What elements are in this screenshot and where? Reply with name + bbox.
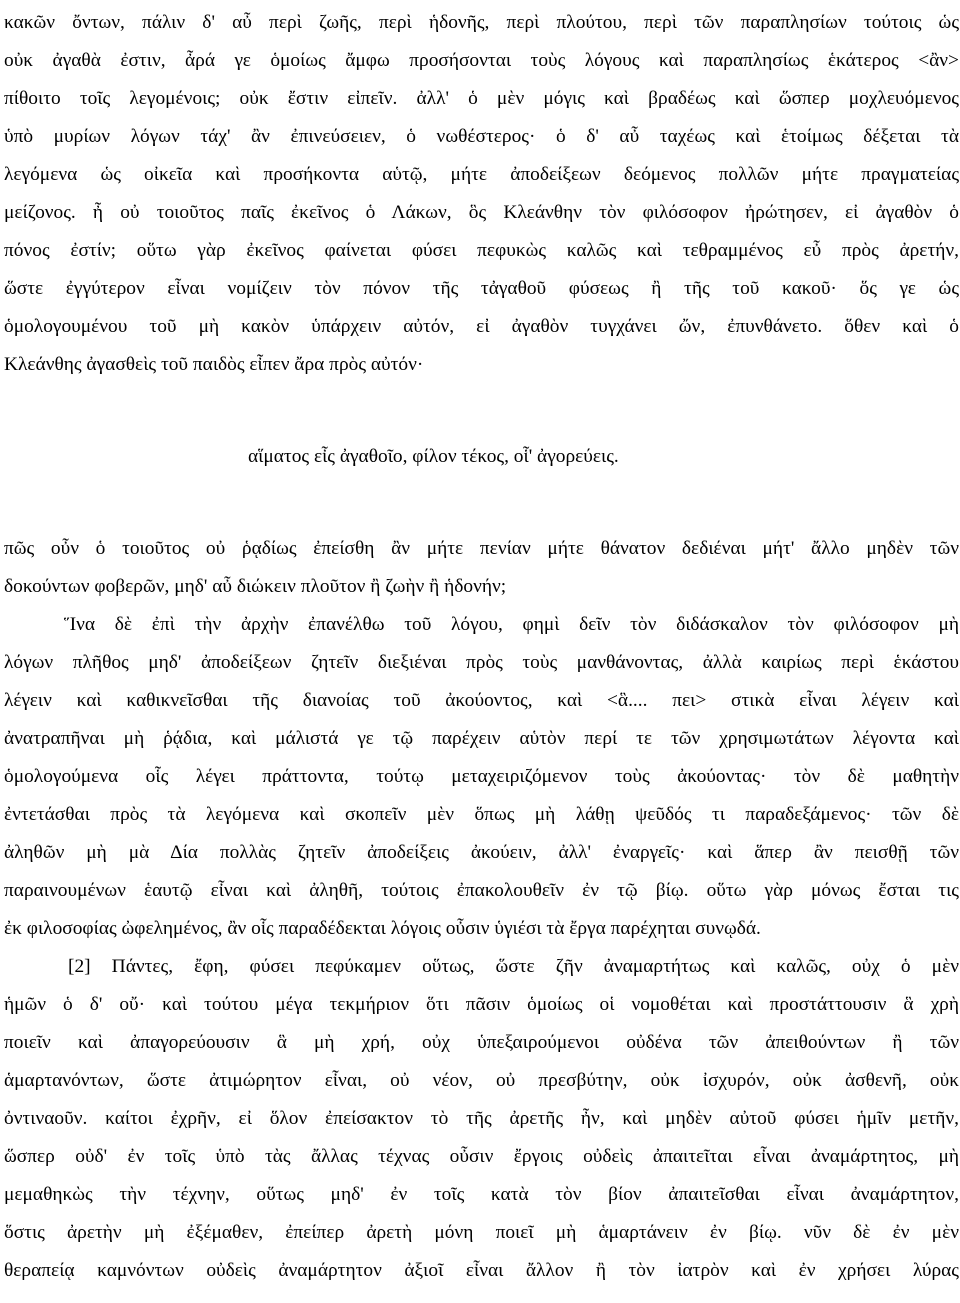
text-line-25: ἁμαρτανόντων, ὥστε ἀτιμώρητον εἶναι, οὐ νέον, οὐ πρεσβύτην, οὐκ ἰσχυρόν, οὐκ ἀσθενῆ, οὐκ bbox=[4, 1070, 959, 1091]
text-line-19: ἀληθῶν μὴ μὰ Δία πολλὰς ζητεῖν ἀποδείξεις ἀκούειν, ἀλλ' ἐναργεῖς· καὶ ἅπερ ἂν πεισθῇ τῶν bbox=[4, 842, 959, 863]
text-line-4: ὑπὸ μυρίων λόγων τάχ' ἂν ἐπινεύσειεν, ὁ νωθέστερος· ὁ δ' αὖ ταχέως καὶ ἑτοίμως δέξεται τὰ bbox=[4, 126, 959, 147]
text-line-21: ἐκ φιλοσοφίας ὠφελημένος, ἂν οἷς παραδέδεκται λόγοις οὖσιν ὑγιέσι τὰ ἔργα παρέχηται συνῳδά. bbox=[4, 918, 761, 939]
text-line-10: Κλεάνθης ἀγασθεὶς τοῦ παιδὸς εἶπεν ἄρα πρὸς αὐτόν· bbox=[4, 354, 424, 375]
text-line-30: θεραπείᾳ καμνόντων οὐδεὶς ἀναμάρτητον ἀξιοῖ εἶναι ἄλλον ἢ τὸν ἰατρὸν καὶ ἐν χρήσει λύρας bbox=[4, 1260, 959, 1281]
text-line-7: πόνος ἐστίν; οὕτω γὰρ ἐκεῖνος φαίνεται φύσει πεφυκὼς καλῶς καὶ τεθραμμένος εὖ πρὸς ἀρετήν, bbox=[4, 240, 959, 261]
text-line-16: ἀνατραπῆναι μὴ ῥᾴδια, καὶ μάλιστά γε τῷ παρέχειν αὑτὸν περί τε τῶν χρησιμωτάτων λέγοντα καὶ bbox=[4, 728, 959, 749]
text-line-5: λεγόμενα ὡς οἰκεῖα καὶ προσήκοντα αὑτῷ, μήτε ἀποδείξεων δεόμενος πολλῶν μήτε πραγματείας bbox=[4, 164, 959, 185]
text-line-2: οὐκ ἀγαθὰ ἐστιν, ἆρά γε ὁμοίως ἄμφω προσήσονται τοὺς λόγους καὶ παραπλησίως ἑκάτερος <ἂν> bbox=[4, 50, 959, 71]
text-line-3: πίθοιτο τοῖς λεγομένοις; οὐκ ἔστιν εἰπεῖν. ἀλλ' ὁ μὲν μόγις καὶ βραδέως καὶ ὥσπερ μοχλευόμενος bbox=[4, 88, 959, 109]
text-line-22: [2] Πάντες, ἔφη, φύσει πεφύκαμεν οὕτως, ὥστε ζῆν ἀναμαρτήτως καὶ καλῶς, οὐχ ὁ μὲν bbox=[68, 956, 959, 977]
text-line-28: μεμαθηκὼς τὴν τέχνην, οὕτως μηδ' ἐν τοῖς κατὰ τὸν βίον ἀπαιτεῖσθαι εἶναι ἀναμάρτητον, bbox=[4, 1184, 959, 1205]
text-line-17: ὁμολογούμενα οἷς λέγει πράττοντα, τούτῳ μεταχειριζόμενον τοὺς ἀκούοντας· τὸν δὲ μαθητὴν bbox=[4, 766, 959, 787]
text-line-6: μείζονος. ἦ οὐ τοιοῦτος παῖς ἐκεῖνος ὁ Λάκων, ὃς Κλεάνθην τὸν φιλόσοφον ἠρώτησεν, εἰ ἀγαθὸν ὁ bbox=[4, 202, 959, 223]
text-line-12: δοκούντων φοβερῶν, μηδ' αὖ διώκειν πλοῦτον ἢ ζωὴν ἢ ἡδονήν; bbox=[4, 576, 507, 597]
text-line-24: ποιεῖν καὶ ἀπαγορεύουσιν ἃ μὴ χρή, οὐχ ὑπεξαιρούμενοι οὐδένα τῶν ἀπειθούντων ἢ τῶν bbox=[4, 1032, 959, 1053]
text-line-13: Ἵνα δὲ ἐπὶ τὴν ἀρχὴν ἐπανέλθω τοῦ λόγου, φημὶ δεῖν τὸν διδάσκαλον τὸν φιλόσοφον μὴ bbox=[64, 614, 959, 635]
text-line-14: λόγων πλῆθος μηδ' ἀποδείξεων ζητεῖν διεξιέναι πρὸς τοὺς μανθάνοντας, ἀλλὰ καιρίως περὶ ἑκάστου bbox=[4, 652, 959, 673]
text-line-8: ὥστε ἐγγύτερον εἶναι νομίζειν τὸν πόνον τῆς τἀγαθοῦ φύσεως ἢ τῆς τοῦ κακοῦ· ὅς γε ὡς bbox=[4, 278, 959, 299]
text-line-15: λέγειν καὶ καθικνεῖσθαι τῆς διανοίας τοῦ ἀκούοντος, καὶ <ἃ.... πει> στικὰ εἶναι λέγειν καὶ bbox=[4, 690, 959, 711]
text-line-26: ὀντιναοῦν. καίτοι ἐχρῆν, εἰ ὅλον ἐπείσακτον τὸ τῆς ἀρετῆς ἦν, καὶ μηδὲν αὐτοῦ φύσει ἡμῖν μετῆν, bbox=[4, 1108, 959, 1129]
text-line-23: ἡμῶν ὁ δ' οὔ· καὶ τούτου μέγα τεκμήριον ὅτι πᾶσιν ὁμοίως οἱ νομοθέται καὶ προστάττουσιν ἃ χρὴ bbox=[4, 994, 959, 1015]
text-line-9: ὁμολογουμένου τοῦ μὴ κακὸν ὑπάρχειν αὐτόν, εἰ ἀγαθὸν τυγχάνει ὤν, ἐπυνθάνετο. ὅθεν καὶ ὁ bbox=[4, 316, 959, 337]
text-line-18: ἐντετάσθαι πρὸς τὰ λεγόμενα καὶ σκοπεῖν μὲν ὅπως μὴ λάθῃ ψεῦδός τι παραδεξάμενος· τῶν δὲ bbox=[4, 804, 959, 825]
text-line-29: ὅστις ἀρετὴν μὴ ἐξέμαθεν, ἐπείπερ ἀρετὴ μόνη ποιεῖ μὴ ἁμαρτάνειν ἐν βίῳ. νῦν δὲ ἐν μὲν bbox=[4, 1222, 959, 1243]
text-line-11: πῶς οὖν ὁ τοιοῦτος οὐ ῥᾳδίως ἐπείσθη ἂν μήτε πενίαν μήτε θάνατον δεδιέναι μήτ' ἄλλο μηδὲν τῶν bbox=[4, 538, 959, 559]
text-line-27: ὥσπερ οὐδ' ἐν τοῖς ὑπὸ τὰς ἄλλας τέχνας οὖσιν ἔργοις οὐδεὶς ἀπαιτεῖται εἶναι ἀναμάρτητος, μὴ bbox=[4, 1146, 959, 1167]
text-line-20: παραινουμένων ἑαυτῷ εἶναι καὶ ἀληθῆ, τούτοις ἐπακολουθεῖν ἐν τῷ βίῳ. οὕτω γὰρ μόνως ἔσται τις bbox=[4, 880, 959, 901]
verse-quotation: αἵματος εἶς ἀγαθοῖο, φίλον τέκος, οἷ' ἀγορεύεις. bbox=[248, 446, 619, 467]
text-line-1: κακῶν ὄντων, πάλιν δ' αὖ περὶ ζωῆς, περὶ ἡδονῆς, περὶ πλούτου, περὶ τῶν παραπλησίων τούτοις ὡς bbox=[4, 12, 959, 33]
